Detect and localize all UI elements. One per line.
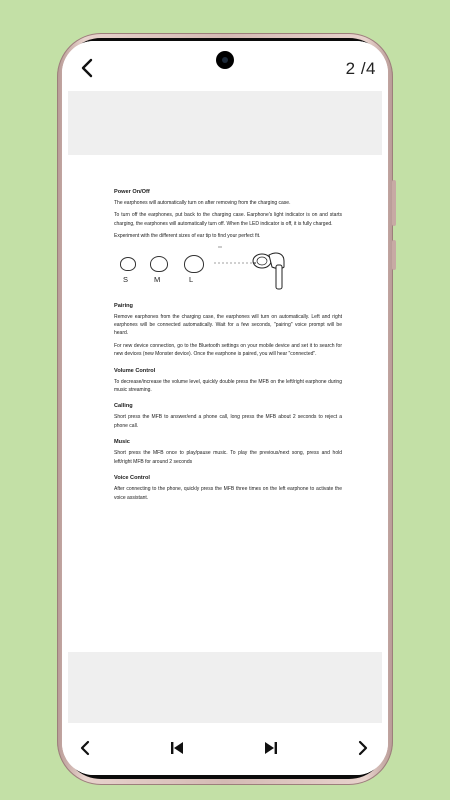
document-content bbox=[114, 189, 342, 506]
chevron-left-icon bbox=[74, 737, 96, 759]
size-label-m: M bbox=[154, 274, 161, 284]
skip-next-icon bbox=[260, 737, 282, 759]
paragraph: For new device connection, go to the Bluetooth settings on your mobile device and set it to search for new devices (new Monster device). Once the earphone is paired, you will hear "connected". bbox=[114, 342, 342, 358]
section-title: Voice Control bbox=[114, 475, 150, 482]
document-page bbox=[68, 155, 382, 652]
paragraph: The earphones will automatically turn on after removing from the charging case. bbox=[114, 200, 291, 206]
app-screen bbox=[62, 41, 388, 775]
section-title: Power On/Off bbox=[114, 189, 150, 195]
ear-tip-illustration bbox=[114, 245, 342, 297]
previous-page-button[interactable] bbox=[74, 737, 96, 759]
chevron-left-icon bbox=[76, 57, 98, 79]
ear-tip-small bbox=[120, 257, 136, 271]
skip-previous-icon bbox=[166, 737, 188, 759]
section-title: Pairing bbox=[114, 302, 133, 309]
top-bar bbox=[62, 41, 388, 91]
next-page-button[interactable] bbox=[352, 737, 374, 759]
paragraph: Short press the MFB once to play/pause music. To play the previous/next song, press and hold left/right MFB for around 2 seconds bbox=[114, 450, 342, 465]
last-page-button[interactable] bbox=[260, 737, 282, 759]
paragraph: To decrease/increase the volume level, quickly double press the MFB on the left/right earphone during music streaming. bbox=[114, 378, 342, 394]
section-title: Volume Control bbox=[114, 367, 156, 374]
paragraph: Remove earphones from the charging case, the earphones will turn on automatically. Left and right earphones will be connected automatically. Wait for a few seconds, "pairing" voice prompt will be heard. bbox=[114, 313, 342, 337]
power-button bbox=[392, 240, 396, 270]
volume-button bbox=[392, 180, 396, 226]
chevron-right-icon bbox=[352, 737, 374, 759]
section-title: Music bbox=[114, 439, 130, 446]
paragraph: Short press the MFB to answer/end a phone call, long press the MFB about 2 seconds to reject a phone call. bbox=[114, 414, 342, 429]
paragraph: Experiment with the different sizes of ear tip to find your perfect fit. bbox=[114, 233, 261, 240]
section-title: Calling bbox=[114, 403, 133, 410]
bottom-nav-bar bbox=[62, 723, 388, 775]
back-button[interactable] bbox=[76, 57, 98, 79]
paragraph: After connecting to the phone, quickly press the MFB three times on the left earphone to activate the voice assistant. bbox=[114, 486, 342, 501]
ear-tip-large bbox=[184, 255, 204, 273]
first-page-button[interactable] bbox=[166, 737, 188, 759]
document-viewer[interactable] bbox=[68, 91, 382, 723]
size-label-l: L bbox=[189, 274, 194, 284]
paragraph: To turn off the earphones, put back to the charging case. Earphone's light indicator is on and starts charging, the earphones will automatically turn off. When the LED indicator is off, it is fully charged. bbox=[114, 212, 342, 227]
size-label-s: S bbox=[123, 274, 129, 284]
page-indicator: 2 /4 bbox=[345, 59, 376, 78]
earphone-icon bbox=[214, 245, 334, 297]
ear-tip-medium bbox=[150, 256, 168, 272]
front-camera bbox=[216, 51, 234, 69]
